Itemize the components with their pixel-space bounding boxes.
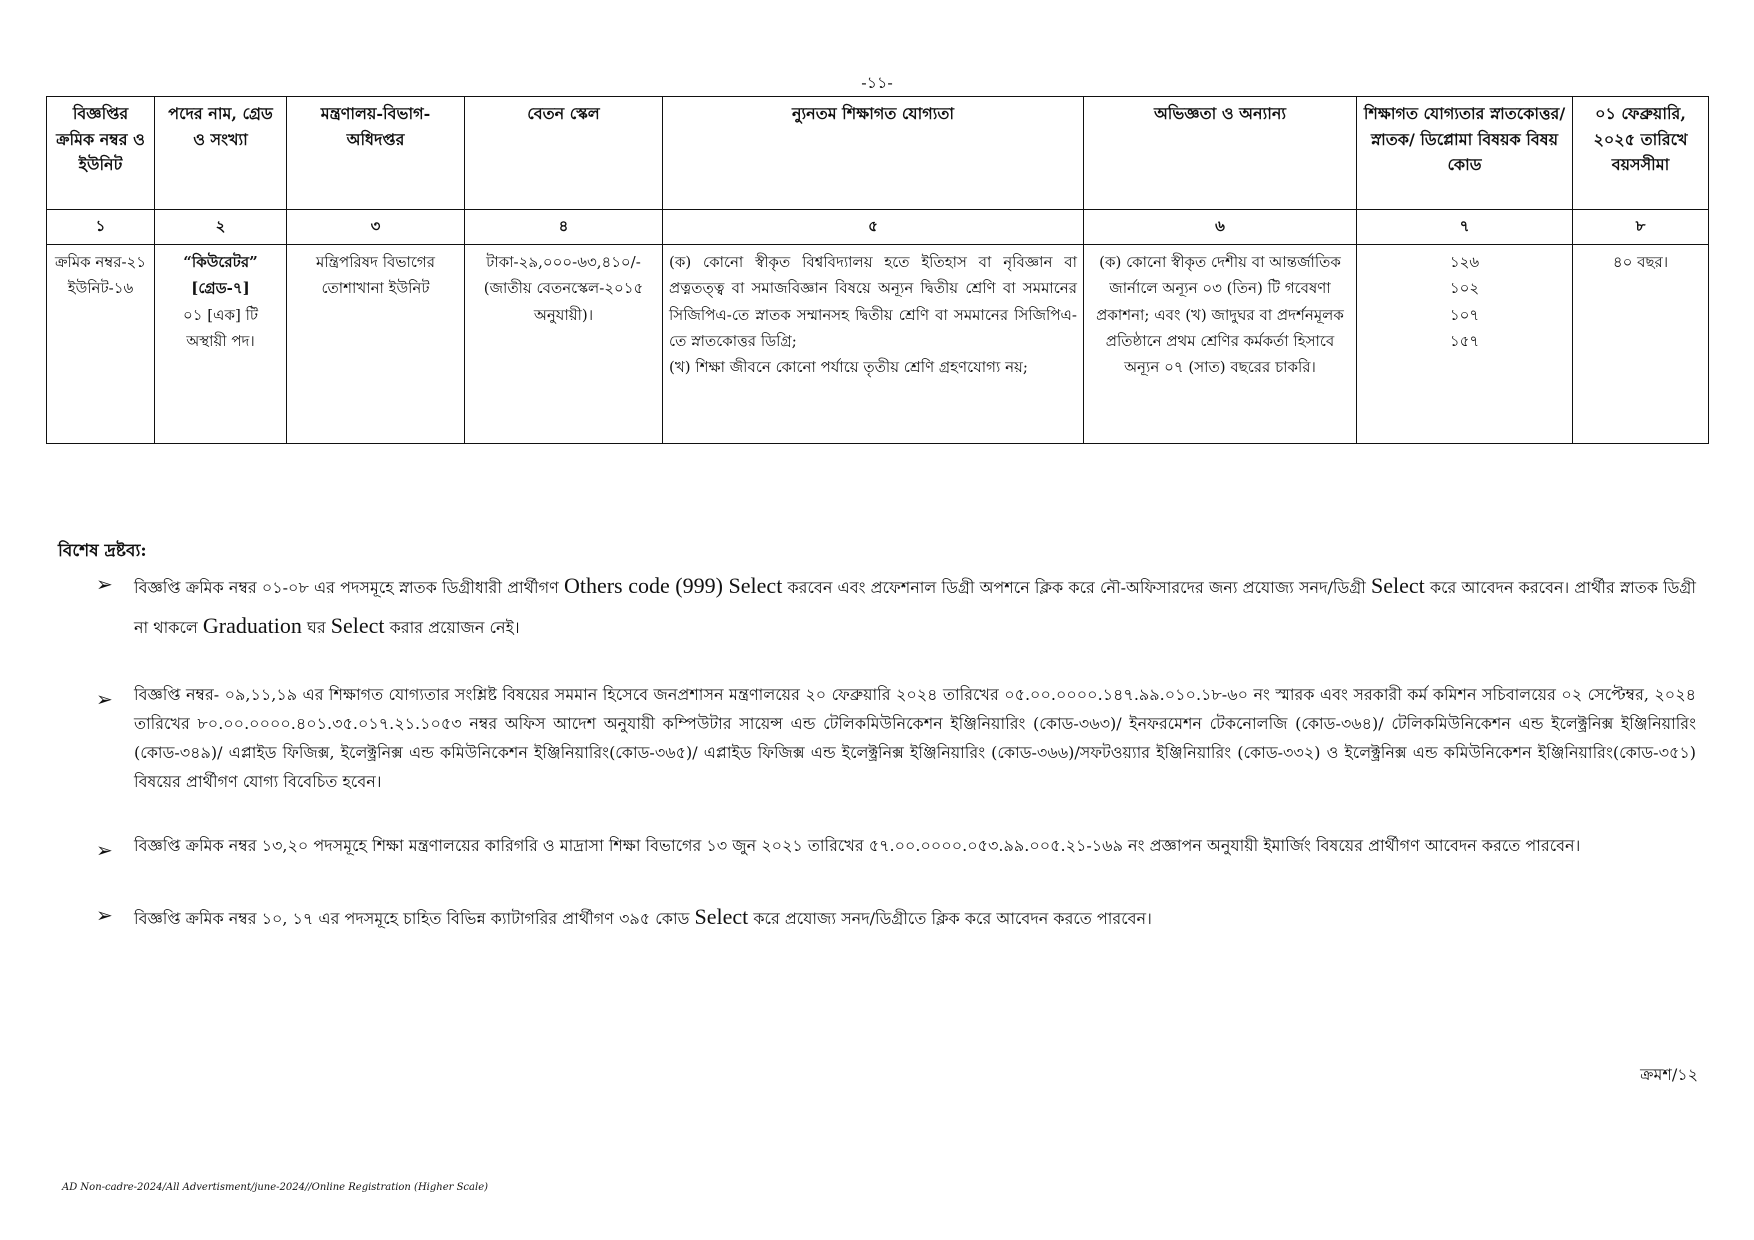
note-item xyxy=(96,681,1696,796)
notes-list xyxy=(96,566,1696,973)
column-number: ৭ xyxy=(1357,210,1573,245)
header-age-limit: ০১ ফেব্রুয়ারি, ২০২৫ তারিখে বয়সসীমা xyxy=(1573,97,1709,210)
note-text: Others code (999) Select xyxy=(563,573,783,598)
qualification-cell xyxy=(663,245,1084,444)
column-number: ৩ xyxy=(287,210,465,245)
note-text: বিজ্ঞপ্তি ক্রমিক নম্বর ১০, ১৭ এর পদসমূহে চাহিত বিভিন্ন ক্যাটাগরির প্রার্থীগণ ৩৯৫ কোড xyxy=(134,909,695,929)
age-limit-cell: ৪০ বছর। xyxy=(1573,245,1709,444)
note-text: করে আবেদন করবেন। প্রার্থীর স্নাতক ডিগ্রী না থাকলে xyxy=(134,578,1696,637)
column-number: ৮ xyxy=(1573,210,1709,245)
note-text: করে প্রযোজ্য সনদ/ডিগ্রীতে ক্লিক করে আবেদন করতে পারবেন। xyxy=(748,909,1152,929)
post-grade: [গ্রেড-৭] xyxy=(191,279,250,298)
column-number: ৬ xyxy=(1084,210,1357,245)
column-number-row xyxy=(47,210,1709,245)
header-post: পদের নাম, গ্রেড ও সংখ্যা xyxy=(155,97,287,210)
experience-cell: (ক) কোনো স্বীকৃত দেশীয় বা আন্তর্জাতিক জার্নালে অন্যূন ০৩ (তিন) টি গবেষণা প্রকাশনা; এবং (খ) জাদুঘর বা প্রদর্শনমূলক প্রতিষ্ঠানে প্রথম শ্রেণির কর্মকর্তা হিসাবে অন্যূন ০৭ (সাত) বছরের চাকরি। xyxy=(1084,245,1357,444)
serial-unit-cell: ক্রমিক নম্বর-২১ ইউনিট-১৬ xyxy=(47,245,155,444)
note-text: Select xyxy=(330,612,385,638)
footer-path: AD Non-cadre-2024/All Advertisment/june-2024//Online Registration (Higher Scale) xyxy=(62,1182,489,1193)
column-number: ২ xyxy=(155,210,287,245)
arrow-bullet-icon: ➢ xyxy=(96,838,113,863)
page-number: -১১- xyxy=(861,73,893,92)
pay-scale-cell: টাকা-২৯,০০০-৬৩,৪১০/- (জাতীয় বেতনস্কেল-২০১৫ অনুযায়ী)। xyxy=(465,245,663,444)
subject-code-cell xyxy=(1357,245,1573,444)
continued-label: ক্রমশ/১২ xyxy=(1640,1065,1698,1084)
header-ministry: মন্ত্রণালয়-বিভাগ-অধিদপ্তর xyxy=(287,97,465,210)
column-number: ৫ xyxy=(663,210,1084,245)
header-serial-unit: বিজ্ঞপ্তির ক্রমিক নম্বর ও ইউনিট xyxy=(47,97,155,210)
note-item xyxy=(96,566,1696,645)
note-text: Select xyxy=(1371,573,1425,598)
note-text: বিজ্ঞপ্তি ক্রমিক নম্বর ১৩,২০ পদসমূহে শিক্ষা মন্ত্রণালয়ের কারিগরি ও মাদ্রাসা শিক্ষা বিভাগের ১৩ জুন ২০২১ তারিখের ৫৭.০০.০০০০.০৫৩.৯৯.০০৫.২১-১৬৯ নং প্রজ্ঞাপন অনুযায়ী ইমার্জিং বিষয়ের প্রার্থীগণ আবেদন করতে পারবেন। xyxy=(134,836,1581,856)
subject-code: ১০৭ xyxy=(1449,305,1480,324)
arrow-bullet-icon: ➢ xyxy=(96,572,113,596)
column-number: ১ xyxy=(47,210,155,245)
note-text: বিজ্ঞপ্তি নম্বর- ০৯,১১,১৯ এর শিক্ষাগত যোগ্যতার সংশ্লিষ্ট বিষয়ের সমমান হিসেবে জনপ্রশাসন মন্ত্রণালয়ের ২০ ফেব্রুয়ারি ২০২৪ তারিখের ০৫.০০.০০০০.১৪৭.৯৯.০১০.১৮-৬০ নং স্মারক এবং সরকারী কর্ম কমিশন সচিবালয়ের ০২ সেপ্টেম্বর, ২০২৪ তারিখের ৮০.০০.০০০০.৪০১.৩৫.০১৭.২১.১০৫৩ নম্বর অফিস আদেশ অনুযায়ী কম্পিউটার সায়েন্স এন্ড টেলিকমিউনিকেশন ইঞ্জিনিয়ারিং (কোড-৩৬৩)/ ইনফরমেশন টেকনোলজি (কোড-৩৬৪)/ টেলিকমিউনিকেশন এন্ড ইলেক্ট্রনিক্স ইঞ্জিনিয়ারিং (কোড-৩৪৯)/ এপ্লাইড ফিজিক্স, ইলেক্ট্রনিক্স এন্ড কমিউনিকেশন ইঞ্জিনিয়ারিং(কোড-৩৬৫)/ এপ্লাইড ফিজিক্স এন্ড ইলেক্ট্রনিক্স ইঞ্জিনিয়ারিং (কোড-৩৬৬)/সফটওয়্যার ইঞ্জিনিয়ারিং (কোড-৩৩২) ও ইলেক্ট্রনিক্স এন্ড কমিউনিকেশন ইঞ্জিনিয়ারিং(কোড-৩৫১) বিষয়ের প্রার্থীগণ যোগ্য বিবেচিত হবেন। xyxy=(134,685,1696,791)
note-text: Graduation xyxy=(202,612,302,638)
note-text: বিজ্ঞপ্তি ক্রমিক নম্বর ০১-০৮ এর পদসমূহে স্নাতক ডিগ্রীধারী প্রার্থীগণ xyxy=(134,578,564,597)
header-pay-scale: বেতন স্কেল xyxy=(465,97,663,210)
note-text: Select xyxy=(694,904,749,930)
header-experience: অভিজ্ঞতা ও অন্যান্য xyxy=(1084,97,1357,210)
note-text: করবেন এবং প্রফেশনাল ডিগ্রী অপশনে ক্লিক করে নৌ-অফিসারদের জন্য প্রযোজ্য সনদ/ডিগ্রী xyxy=(782,578,1371,597)
notes-title: বিশেষ দ্রষ্টব্য: xyxy=(58,541,147,561)
header-qualification: ন্যুনতম শিক্ষাগত যোগ্যতা xyxy=(663,97,1084,210)
header-row xyxy=(47,97,1709,210)
arrow-bullet-icon: ➢ xyxy=(96,687,113,712)
note-item xyxy=(96,832,1696,861)
qualification-a: (ক) কোনো স্বীকৃত বিশ্ববিদ্যালয় হতে ইতিহাস বা নৃবিজ্ঞান বা প্রত্নতত্ত্ব বা সমাজবিজ্ঞান বিষয়ে অন্যূন দ্বিতীয় শ্রেণি বা সমমানের সিজিপিএ-তে স্নাতক সম্মানসহ দ্বিতীয় শ্রেণি বা সমমানের সিজিপিএ-তে স্নাতকোত্তর ডিগ্রি; xyxy=(669,253,1077,350)
vacancy-table xyxy=(46,96,1709,444)
note-text: ঘর xyxy=(301,617,331,637)
note-text: করার প্রয়োজন নেই। xyxy=(384,617,520,637)
arrow-bullet-icon: ➢ xyxy=(96,903,113,928)
subject-code: ১০২ xyxy=(1449,279,1480,298)
post-cell xyxy=(155,245,287,444)
note-item xyxy=(96,897,1696,937)
qualification-b: (খ) শিক্ষা জীবনে কোনো পর্যায়ে তৃতীয় শ্রেণি গ্রহণযোগ্য নয়; xyxy=(669,358,1028,376)
post-title: “কিউরেটর” xyxy=(183,253,258,271)
header-subject-code: শিক্ষাগত যোগ্যতার স্নাতকোত্তর/স্নাতক/ ডিপ্লোমা বিষয়ক বিষয় কোড xyxy=(1357,97,1573,210)
subject-code: ১২৬ xyxy=(1449,253,1480,271)
ministry-cell: মন্ত্রিপরিষদ বিভাগের তোশাখানা ইউনিট xyxy=(287,245,465,444)
post-count: ০১ [এক] টি অস্থায়ী পদ। xyxy=(182,305,259,350)
table-row xyxy=(47,245,1709,444)
subject-code: ১৫৭ xyxy=(1449,331,1480,350)
column-number: ৪ xyxy=(465,210,663,245)
